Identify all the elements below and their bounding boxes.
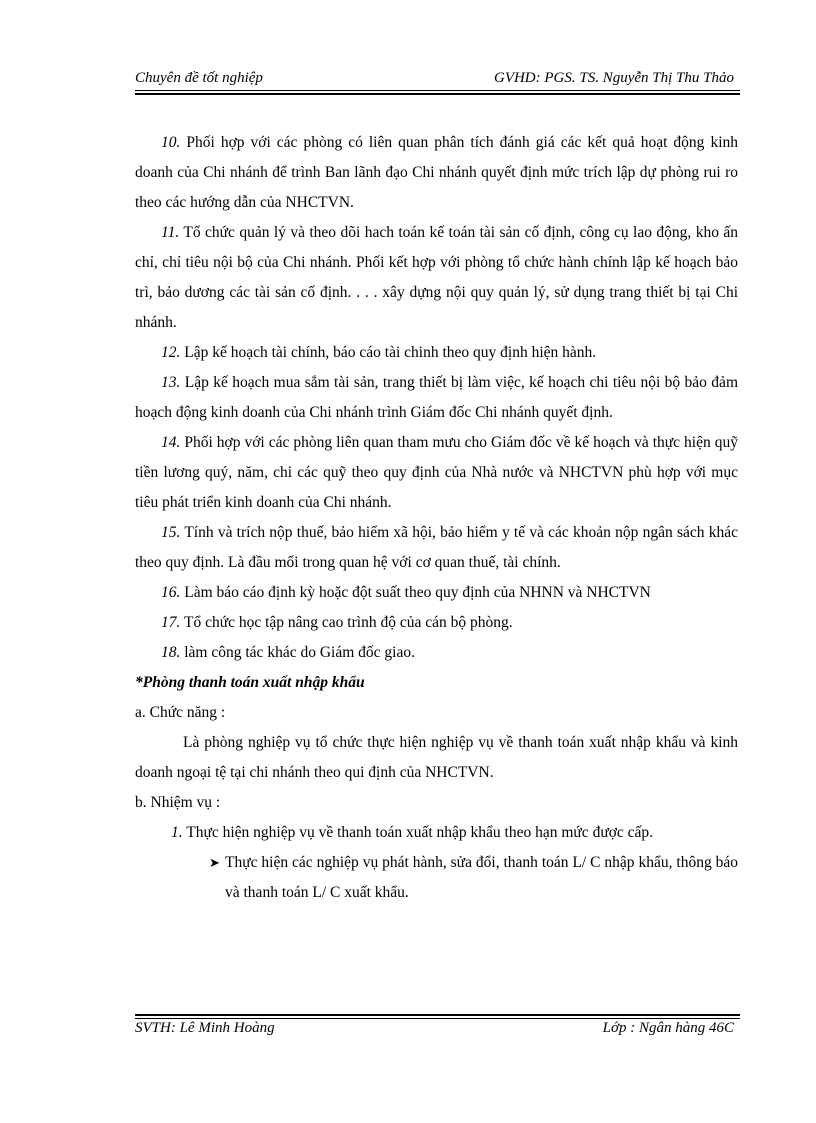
footer-rule-thick <box>135 1014 740 1016</box>
arrow-bullet-icon: ➤ <box>209 855 220 870</box>
item-number: 13. <box>161 374 181 391</box>
duty-number: 1. <box>171 824 183 841</box>
list-item <box>135 218 738 338</box>
item-text: Tính và trích nộp thuế, bảo hiểm xã hội, bảo hiểm y tế và các khoản nộp ngân sách khác theo quy định. Là đầu mối trong quan hệ với cơ quan thuế, tài chính. <box>135 524 738 571</box>
item-number: 16. <box>161 584 181 601</box>
bullet-item <box>135 848 738 908</box>
header-left: Chuyên đề tốt nghiệp <box>135 70 263 86</box>
duty-item <box>135 818 738 848</box>
list-item <box>135 518 738 578</box>
item-number: 17. <box>161 614 181 631</box>
list-item <box>135 428 738 518</box>
footer-right: Lớp : Ngân hàng 46C <box>602 1020 734 1036</box>
header-right: GVHD: PGS. TS. Nguyễn Thị Thu Thảo <box>493 70 734 86</box>
item-text: Phối hợp với các phòng có liên quan phân tích đánh giá các kết quả hoạt động kinh doanh của Chi nhánh để trình Ban lãnh đạo Chi nhánh quyết định mức trích lập dự phòng rui ro theo các hướng dẫn của NHCTVN. <box>135 134 738 211</box>
item-number: 11. <box>161 224 180 241</box>
list-item <box>135 128 738 218</box>
bullet-text: Thực hiện các nghiệp vụ phát hành, sửa đổi, thanh toán L/ C nhập khẩu, thông báo và thanh toán L/ C xuất khẩu. <box>225 854 738 901</box>
item-text: Lập kế hoạch tài chính, báo cáo tài chinh theo quy định hiện hành. <box>180 344 597 361</box>
item-text: Lập kế hoạch mua sắm tài sản, trang thiết bị làm việc, kế hoạch chi tiêu nội bộ bảo đảm hoạch động kinh doanh của Chi nhánh trình Giám đốc Chi nhánh quyết định. <box>135 374 738 421</box>
list-item <box>135 638 738 668</box>
subsection-b-label: b. Nhiệm vụ : <box>135 794 221 811</box>
item-number: 12. <box>161 344 181 361</box>
item-text: Làm báo cáo định kỳ hoặc đột suất theo quy định của NHNN và NHCTVN <box>180 584 651 601</box>
item-text: Tổ chức quản lý và theo dõi hach toán kế toán tài sản cố định, công cụ lao động, kho ấn chỉ, chỉ tiêu nội bộ của Chi nhánh. Phối kết hợp với phòng tổ chức hành chính lập kế hoạch bảo trì, bảo dương các tài sản cố định. . . . xây dựng nội quy quản lý, sử dụng trang thiết bị tại Chi nhánh. <box>135 224 738 331</box>
list-item <box>135 608 738 638</box>
subsection-a-text: Là phòng nghiệp vụ tổ chức thực hiện nghiệp vụ về thanh toán xuất nhập khẩu và kinh doanh ngoại tệ tại chi nhánh theo qui định của NHCTVN. <box>135 734 738 781</box>
item-number: 18. <box>161 644 181 661</box>
footer-rule-thin <box>135 1018 740 1019</box>
header-rule-thick <box>135 93 740 95</box>
item-number: 14. <box>161 434 181 451</box>
list-item <box>135 338 738 368</box>
item-text: Tổ chức học tập nâng cao trình độ của cán bộ phòng. <box>180 614 513 631</box>
header-rule-thin <box>135 90 740 91</box>
list-item <box>135 368 738 428</box>
footer-left: SVTH: Lê Minh Hoàng <box>135 1020 275 1036</box>
item-text: làm công tác khác do Giám đốc giao. <box>180 644 415 661</box>
item-number: 15. <box>161 524 181 541</box>
item-number: 10. <box>161 134 181 151</box>
body-text <box>135 128 738 908</box>
section-heading: *Phòng thanh toán xuất nhập khẩu <box>135 674 365 691</box>
item-text: Phối hợp với các phòng liên quan tham mưu cho Giám đốc về kế hoạch và thực hiện quỹ tiền lương quý, năm, chi các quỹ theo quy định của Nhà nước và NHCTVN phù hợp với mục tiêu phát triển kinh doanh của Chi nhánh. <box>135 434 738 511</box>
subsection-a-label: a. Chức năng : <box>135 704 226 721</box>
list-item <box>135 578 738 608</box>
duty-text: Thực hiện nghiệp vụ về thanh toán xuất nhập khẩu theo hạn mức được cấp. <box>182 824 654 841</box>
